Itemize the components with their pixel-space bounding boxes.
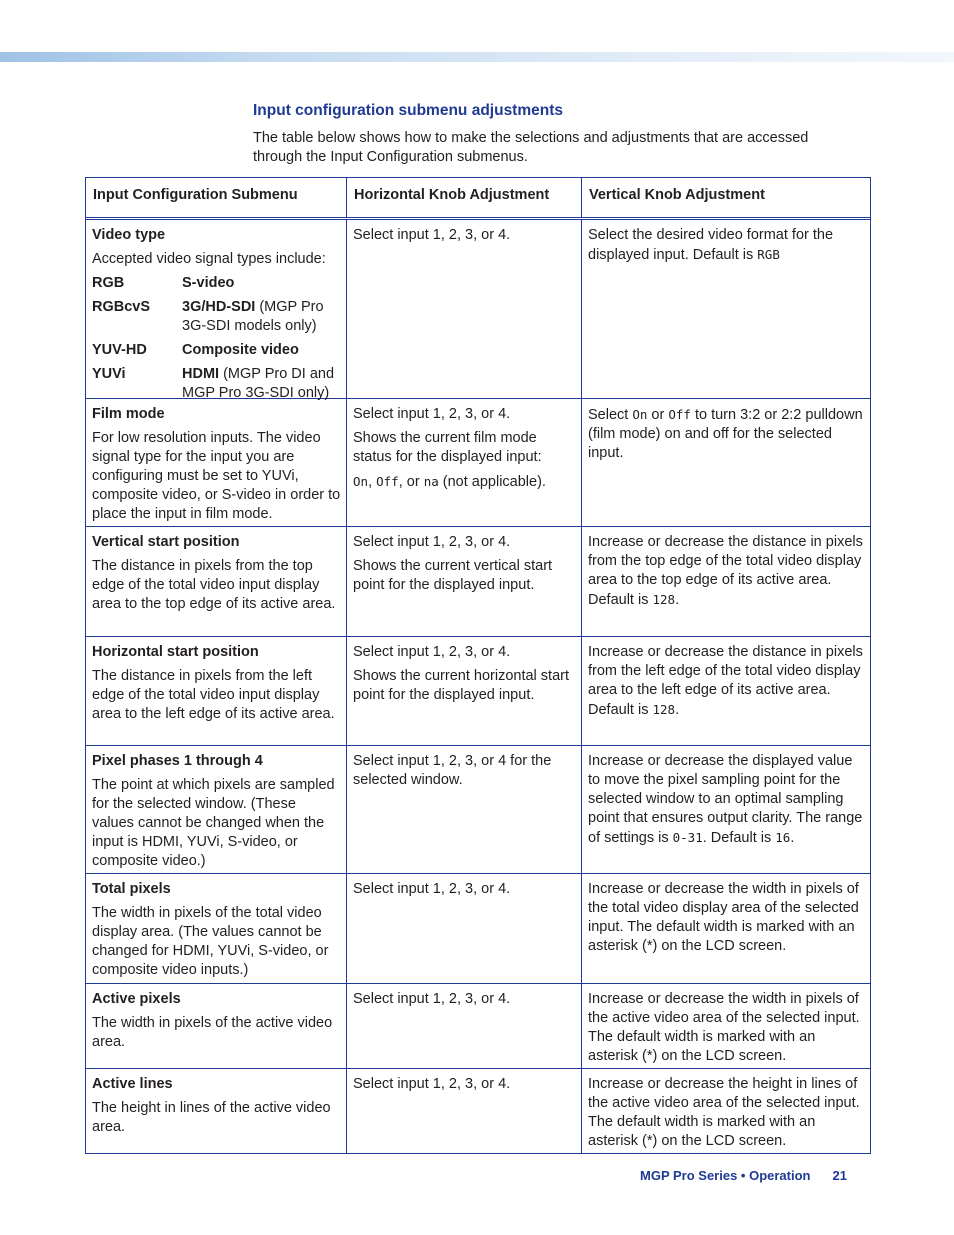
row-title: Film mode — [92, 406, 165, 422]
video-types-grid — [92, 274, 341, 403]
type-left: YUV-HD — [92, 342, 147, 358]
table-row — [86, 984, 870, 1069]
horizontal-cell: Select input 1, 2, 3, or 4. — [347, 874, 582, 983]
type-right: S-video — [182, 275, 235, 291]
input-config-table — [85, 177, 871, 1154]
horizontal-cell: Select input 1, 2, 3, or 4. — [347, 220, 582, 398]
horizontal-cell: Select input 1, 2, 3, or 4. Shows the current vertical start point for the displayed input. — [347, 527, 582, 636]
vertical-cell: Select the desired video format for the displayed input. Default is RGB — [588, 227, 834, 263]
row-title: Active pixels — [92, 991, 181, 1007]
type-left: RGBcvS — [92, 299, 151, 315]
type-right: Composite video — [182, 342, 299, 358]
row-title: Total pixels — [92, 881, 171, 897]
horizontal-cell: Select input 1, 2, 3, or 4. Shows the current horizontal start point for the displayed input. — [347, 637, 582, 745]
row-title: Horizontal start position — [92, 644, 259, 660]
row-description: The point at which pixels are sampled for the selected window. (These values cannot be changed when the input is HDMI, YUVi, S-video, or composite video.) — [92, 777, 335, 869]
table-row — [86, 399, 870, 527]
submenu-cell — [86, 984, 347, 1068]
table-row — [86, 874, 870, 984]
submenu-cell — [86, 746, 347, 873]
intro-paragraph: The table below shows how to make the selections and adjustments that are accessed through the Input Configuration submenus. — [253, 130, 809, 165]
vertical-cell: Increase or decrease the distance in pixels from the left edge of the total video display area to the left edge of its active area. Default is 128. — [588, 644, 863, 718]
vertical-cell: Select On or Off to turn 3:2 or 2:2 pulldown (film mode) on and off for the selected input. — [588, 407, 863, 461]
type-right: 3G/HD-SDI (MGP Pro 3G-SDI models only) — [182, 299, 324, 334]
page-number: 21 — [832, 1168, 847, 1183]
row-title: Vertical start position — [92, 534, 240, 550]
row-description: For low resolution inputs. The video signal type for the input you are configuring must be set to YUVi, composite video, or S-video in order to place the input in film mode. — [92, 430, 341, 522]
vertical-cell: Increase or decrease the width in pixels of the active video area of the selected input. The default width is marked with an asterisk (*) on the LCD screen. — [588, 991, 860, 1064]
horizontal-cell: Select input 1, 2, 3, or 4. — [347, 1069, 582, 1153]
header-gradient-bar — [0, 52, 954, 62]
table-row — [86, 637, 870, 746]
row-description: Accepted video signal types include: — [92, 251, 326, 267]
type-left: RGB — [92, 275, 125, 291]
row-description: The width in pixels of the total video display area. (The values cannot be changed for HDMI, YUVi, S-video, or composite video inputs.) — [92, 905, 329, 978]
table-row — [86, 746, 870, 874]
section-heading: Input configuration submenu adjustments — [253, 102, 563, 119]
header-submenu: Input Configuration Submenu — [86, 178, 347, 217]
header-vertical-knob: Vertical Knob Adjustment — [589, 187, 765, 203]
page-footer — [640, 1168, 847, 1183]
row-title: Video type — [92, 227, 166, 243]
table-row — [86, 220, 870, 399]
horizontal-cell: Select input 1, 2, 3, or 4 for the selected window. — [347, 746, 582, 873]
vertical-cell: Increase or decrease the displayed value to move the pixel sampling point for the selected window to an optimal sampling point that ensures output clarity. The range of settings is 0-31. Default is 16. — [588, 753, 863, 846]
vertical-cell: Increase or decrease the height in lines of the active video area of the selected input. The default width is marked with an asterisk (*) on the LCD screen. — [588, 1076, 860, 1149]
row-description: The distance in pixels from the top edge of the total video input display area to the top edge of its active area. — [92, 558, 336, 612]
table-row — [86, 1069, 870, 1153]
horizontal-cell: Select input 1, 2, 3, or 4. Shows the current film mode status for the displayed input: On, Off, or na (not applicable). — [347, 399, 582, 526]
row-description: The height in lines of the active video area. — [92, 1100, 331, 1135]
vertical-cell: Increase or decrease the width in pixels of the total video display area of the selected input. The default width is marked with an asterisk (*) on the LCD screen. — [588, 881, 859, 954]
vertical-cell: Increase or decrease the distance in pixels from the top edge of the total video display area to the top edge of its active area. Default is 128. — [588, 534, 863, 608]
footer-label: MGP Pro Series • Operation — [640, 1168, 811, 1183]
type-left: YUVi — [92, 366, 126, 382]
submenu-cell — [86, 527, 347, 636]
row-title: Pixel phases 1 through 4 — [92, 753, 263, 769]
table-header-row — [86, 178, 870, 220]
submenu-cell — [86, 874, 347, 983]
table-row — [86, 527, 870, 637]
submenu-cell — [86, 220, 347, 401]
submenu-cell — [86, 1069, 347, 1153]
type-right: HDMI (MGP Pro DI and MGP Pro 3G-SDI only) — [182, 366, 335, 401]
header-horizontal-knob: Horizontal Knob Adjustment — [347, 178, 582, 217]
row-title: Active lines — [92, 1076, 173, 1092]
horizontal-cell: Select input 1, 2, 3, or 4. — [347, 984, 582, 1068]
row-description: The distance in pixels from the left edge of the total video input display area to the left edge of its active area. — [92, 668, 335, 722]
submenu-cell — [86, 637, 347, 745]
row-description: The width in pixels of the active video area. — [92, 1015, 333, 1050]
submenu-cell — [86, 399, 347, 526]
